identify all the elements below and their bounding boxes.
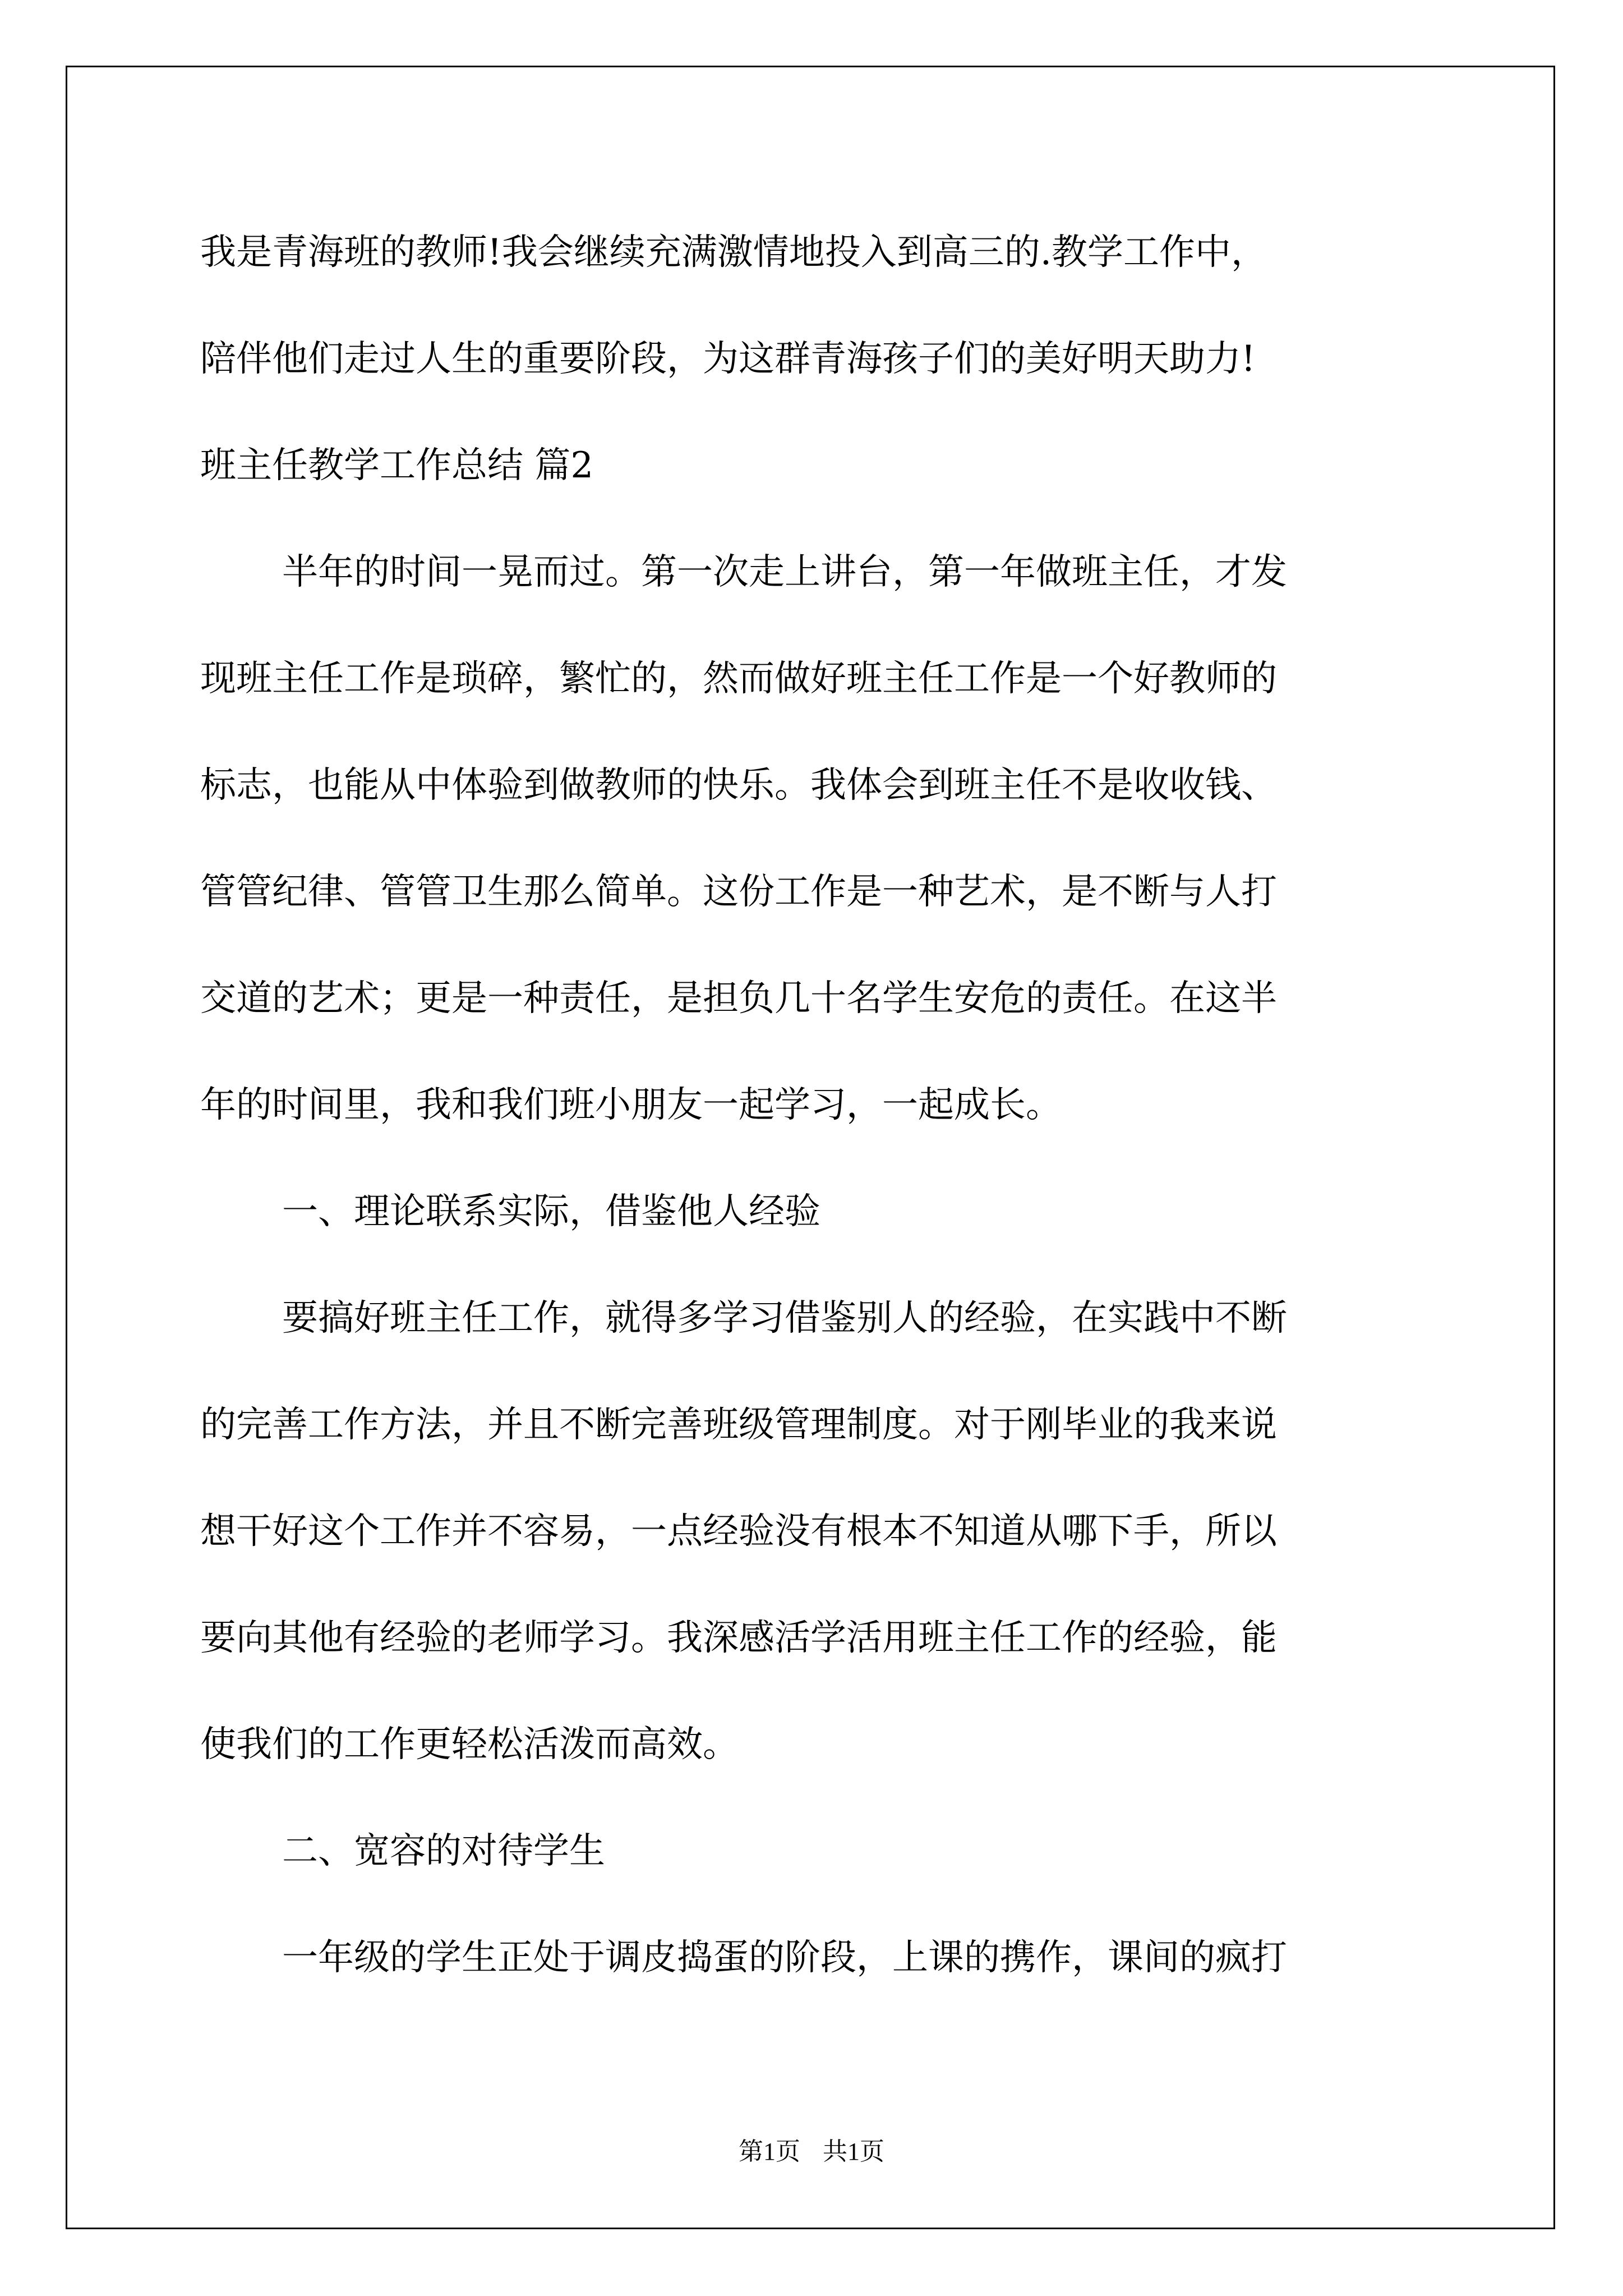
paragraph-line: 我是青海班的教师!我会继续充满激情地投入到高三的.教学工作中， — [200, 232, 1267, 273]
page-total: 共1页 — [823, 2138, 884, 2165]
section-heading: 班主任教学工作总结 篇2 — [200, 445, 594, 486]
subheading: 二、宽容的对待学生 — [282, 1830, 605, 1872]
paragraph-line: 陪伴他们走过人生的重要阶段，为这群青海孩子们的美好明天助力! — [200, 338, 1256, 380]
paragraph-line: 年的时间里，我和我们班小朋友一起学习，一起成长。 — [200, 1084, 1062, 1126]
page-border — [66, 66, 1555, 2229]
paragraph-line: 的完善工作方法，并且不断完善班级管理制度。对于刚毕业的我来说 — [200, 1404, 1277, 1446]
subheading: 一、理论联系实际，借鉴他人经验 — [282, 1191, 820, 1232]
paragraph-line: 现班主任工作是琐碎，繁忙的，然而做好班主任工作是一个好教师的 — [200, 658, 1277, 700]
paragraph-line: 想干好这个工作并不容易，一点经验没有根本不知道从哪下手，所以 — [200, 1511, 1277, 1552]
paragraph-line: 一年级的学生正处于调皮捣蛋的阶段，上课的携作，课间的疯打 — [282, 1937, 1287, 1978]
paragraph-line: 使我们的工作更轻松活泼而高效。 — [200, 1724, 739, 1765]
paragraph-line: 要搞好班主任工作，就得多学习借鉴别人的经验，在实践中不断 — [282, 1297, 1287, 1339]
paragraph-line: 交道的艺术；更是一种责任，是担负几十名学生安危的责任。在这半 — [200, 978, 1277, 1019]
paragraph-line: 要向其他有经验的老师学习。我深感活学活用班主任工作的经验，能 — [200, 1617, 1277, 1659]
paragraph-line: 标志，也能从中体验到做教师的快乐。我体会到班主任不是收收钱、 — [200, 765, 1277, 806]
paragraph-line: 半年的时间一晃而过。第一次走上讲台，第一年做班主任，才发 — [282, 551, 1287, 593]
paragraph-line: 管管纪律、管管卫生那么简单。这份工作是一种艺术，是不断与人打 — [200, 871, 1277, 913]
page-footer — [0, 2136, 1623, 2168]
page-number: 第1页 — [739, 2138, 800, 2165]
